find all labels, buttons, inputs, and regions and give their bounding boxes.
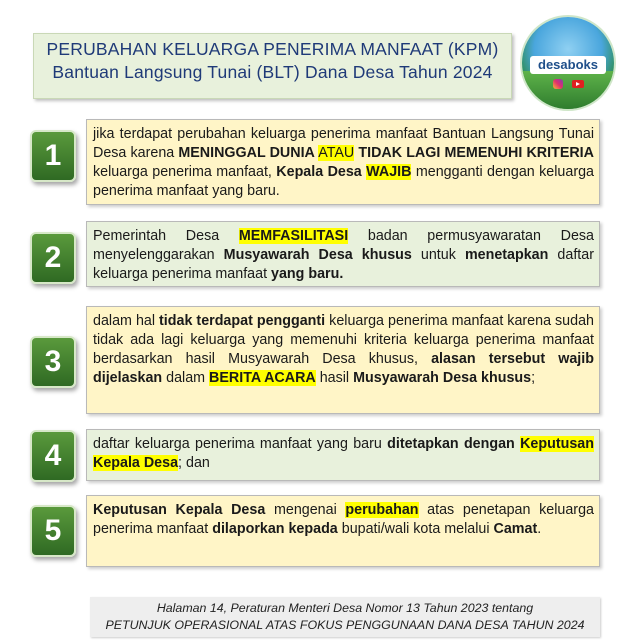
body-text: mengenai [265,502,346,518]
bold-text: Kepala Desa [276,164,362,180]
body-text: atas penetapan keluarga penerima manfaat [93,502,594,537]
bold-text: alasan tersebut wajib dijelaskan [93,351,594,386]
bold-text: TIDAK LAGI MEMENUHI KRITERIA [358,145,594,161]
body-text: ; [531,370,536,386]
step-number-5: 5 [30,505,76,557]
title-box [33,33,512,99]
instagram-icon [553,79,563,89]
step-box-4 [86,429,600,481]
body-text: keluarga penerima manfaat karena sudah tidak ada lagi keluarga yang memenuhi kriteria keluarga penerima manfaat berdasarkan hasil Musyawarah Desa khusus, [93,313,594,367]
body-text: . [537,521,542,537]
step-number-3: 3 [30,336,76,388]
body-text: untuk [411,247,465,263]
bold-text: MENINGGAL DUNIA [178,145,315,161]
footer-line-1: Halaman 14, Peraturan Menteri Desa Nomor 13 Tahun 2023 tentang [156,601,534,615]
body-text: bupati/wali kota melalui [337,521,494,537]
body-text: jika terdapat perubahan keluarga penerima manfaat Bantuan Langsung Tunai Desa karena [93,126,594,161]
footer-line-2: PETUNJUK OPERASIONAL ATAS FOKUS PENGGUNAAN DANA DESA TAHUN 2024 [105,618,585,632]
bold-text: menetapkan [464,247,549,263]
body-text: daftar keluarga penerima manfaat [93,247,594,282]
logo-grass [522,71,614,109]
body-text: ; dan [178,455,210,471]
bold-text: tidak terdapat pengganti [159,313,326,329]
bold-text: Camat [493,521,538,537]
footer-reference [90,597,600,637]
body-text: hasil [315,370,354,386]
highlighted-text: Keputusan Kepala Desa [93,436,594,471]
bold-text: Musyawarah Desa khusus [353,370,532,386]
highlighted-text: MEMFASILITASI [238,228,349,244]
body-text: dalam [162,370,210,386]
step-number-2: 2 [30,232,76,284]
highlighted-text: perubahan [345,502,419,518]
youtube-icon [572,80,584,88]
desaboks-logo [522,17,614,109]
body-text: dalam hal [93,313,160,329]
bold-text: Musyawarah Desa khusus [223,247,412,263]
title-line-2: Bantuan Langsung Tunai (BLT) Dana Desa Tahun 2024 [52,62,493,82]
step-box-3 [86,306,600,414]
bold-text: Keputusan Kepala Desa [93,502,266,518]
title-line-1: PERUBAHAN KELUARGA PENERIMA MANFAAT (KPM) [46,39,499,59]
highlighted-text: ATAU [318,145,355,161]
body-text: daftar keluarga penerima manfaat yang baru [93,436,388,452]
step-number-4: 4 [30,430,76,482]
step-number-1: 1 [30,130,76,182]
logo-text: desaboks [530,56,606,74]
body-text: mengganti dengan keluarga penerima manfaat yang baru. [93,164,594,199]
bold-text: ditetapkan dengan [387,436,515,452]
step-box-5 [86,495,600,567]
highlighted-text: WAJIB [366,164,412,180]
step-box-2 [86,221,600,287]
bold-text: yang baru. [271,266,344,282]
highlighted-text: BERITA ACARA [209,370,316,386]
bold-text: dilaporkan kepada [212,521,338,537]
body-text: badan permusyawaratan Desa menyelenggarakan [93,228,594,263]
step-box-1 [86,119,600,205]
body-text: Pemerintah Desa [93,228,239,244]
body-text: keluarga penerima manfaat, [93,164,277,180]
